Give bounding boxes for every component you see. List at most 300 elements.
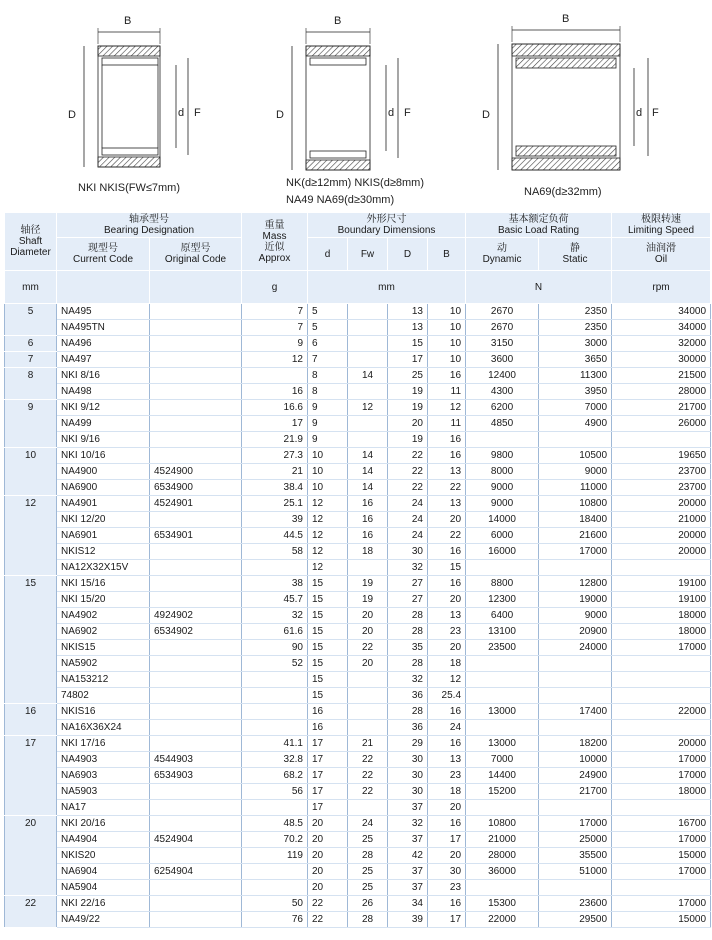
fw-cell: 20 xyxy=(348,656,388,672)
bore-d-cell: 5 xyxy=(308,320,348,336)
dynamic-load-cell: 3600 xyxy=(466,352,539,368)
table-row xyxy=(5,432,711,448)
static-load-cell xyxy=(539,432,612,448)
width-B-cell: 10 xyxy=(428,320,466,336)
static-load-cell: 20900 xyxy=(539,624,612,640)
current-code-cell: NA6904 xyxy=(57,864,150,880)
width-B-cell: 10 xyxy=(428,336,466,352)
table-row xyxy=(5,640,711,656)
original-code-cell: 4544903 xyxy=(150,752,242,768)
fw-cell: 25 xyxy=(348,832,388,848)
limiting-speed-cell: 34000 xyxy=(612,304,711,320)
header-original-en: Original Code xyxy=(164,254,227,265)
mass-cell: 56 xyxy=(242,784,308,800)
header-speed-en: Limiting Speed xyxy=(627,225,695,236)
static-load-cell: 18200 xyxy=(539,736,612,752)
dynamic-load-cell: 28000 xyxy=(466,848,539,864)
mass-cell xyxy=(242,704,308,720)
dynamic-load-cell: 9800 xyxy=(466,448,539,464)
table-row xyxy=(5,576,711,592)
bore-d-cell: 17 xyxy=(308,768,348,784)
width-B-cell: 16 xyxy=(428,544,466,560)
limiting-speed-cell xyxy=(612,560,711,576)
table-row xyxy=(5,592,711,608)
header-approx-cn: 近似 xyxy=(264,241,285,253)
dynamic-load-cell xyxy=(466,560,539,576)
outer-D-cell: 22 xyxy=(388,480,428,496)
current-code-cell: NKI 15/20 xyxy=(57,592,150,608)
original-code-cell xyxy=(150,592,242,608)
mass-cell: 16.6 xyxy=(242,400,308,416)
static-load-cell: 9000 xyxy=(539,608,612,624)
width-B-cell: 20 xyxy=(428,848,466,864)
current-code-cell: NA5903 xyxy=(57,784,150,800)
limiting-speed-cell: 20000 xyxy=(612,736,711,752)
table-row xyxy=(5,384,711,400)
header-speed xyxy=(612,213,711,238)
original-code-cell: 6534903 xyxy=(150,768,242,784)
table-row xyxy=(5,368,711,384)
width-B-cell: 30 xyxy=(428,864,466,880)
dynamic-load-cell: 15300 xyxy=(466,896,539,912)
table-row xyxy=(5,768,711,784)
fw-cell: 19 xyxy=(348,576,388,592)
mass-cell: 21 xyxy=(242,464,308,480)
fw-cell: 28 xyxy=(348,848,388,864)
table-row xyxy=(5,496,711,512)
limiting-speed-cell: 18000 xyxy=(612,624,711,640)
static-load-cell xyxy=(539,656,612,672)
bore-d-cell: 22 xyxy=(308,896,348,912)
width-B-cell: 23 xyxy=(428,768,466,784)
mass-cell: 52 xyxy=(242,656,308,672)
width-B-cell: 16 xyxy=(428,576,466,592)
dynamic-load-cell: 4300 xyxy=(466,384,539,400)
shaft-diameter-cell: 10 xyxy=(5,448,57,496)
bore-d-cell: 17 xyxy=(308,752,348,768)
original-code-cell xyxy=(150,800,242,816)
outer-D-cell: 32 xyxy=(388,816,428,832)
fw-cell: 25 xyxy=(348,864,388,880)
header-shaft-en1: Shaft xyxy=(18,236,43,247)
caption-na49: NA49 NA69(d≥30mm) xyxy=(286,194,395,206)
fw-cell xyxy=(348,320,388,336)
static-load-cell: 4900 xyxy=(539,416,612,432)
current-code-cell: NA16X36X24 xyxy=(57,720,150,736)
width-B-cell: 13 xyxy=(428,752,466,768)
bore-d-cell: 20 xyxy=(308,848,348,864)
current-code-cell: NA4904 xyxy=(57,832,150,848)
table-header xyxy=(5,213,711,304)
width-B-cell: 18 xyxy=(428,656,466,672)
outer-D-cell: 32 xyxy=(388,672,428,688)
dynamic-load-cell xyxy=(466,672,539,688)
mass-cell: 48.5 xyxy=(242,816,308,832)
fw-cell: 22 xyxy=(348,784,388,800)
bore-d-cell: 6 xyxy=(308,336,348,352)
shaft-diameter-cell: 7 xyxy=(5,352,57,368)
fw-cell: 22 xyxy=(348,768,388,784)
dynamic-load-cell: 15200 xyxy=(466,784,539,800)
outer-D-cell: 35 xyxy=(388,640,428,656)
original-code-cell xyxy=(150,704,242,720)
fw-cell xyxy=(348,800,388,816)
mass-cell xyxy=(242,800,308,816)
header-designation-cn: 轴承型号 xyxy=(129,214,169,225)
static-load-cell: 51000 xyxy=(539,864,612,880)
header-approx-en: Approx xyxy=(258,252,291,264)
width-B-cell: 15 xyxy=(428,560,466,576)
label-D-1: D xyxy=(68,109,76,121)
current-code-cell: NA6902 xyxy=(57,624,150,640)
static-load-cell: 10800 xyxy=(539,496,612,512)
width-B-cell: 18 xyxy=(428,784,466,800)
static-load-cell: 3000 xyxy=(539,336,612,352)
shaft-diameter-cell: 17 xyxy=(5,736,57,816)
current-code-cell: NKIS15 xyxy=(57,640,150,656)
mass-cell xyxy=(242,720,308,736)
width-B-cell: 24 xyxy=(428,720,466,736)
static-load-cell: 21600 xyxy=(539,528,612,544)
unit-mass: g xyxy=(242,271,308,304)
fw-cell xyxy=(348,432,388,448)
bore-d-cell: 15 xyxy=(308,592,348,608)
current-code-cell: NA4901 xyxy=(57,496,150,512)
original-code-cell: 4524904 xyxy=(150,832,242,848)
original-code-cell xyxy=(150,880,242,896)
width-B-cell: 16 xyxy=(428,448,466,464)
original-code-cell xyxy=(150,848,242,864)
mass-cell: 9 xyxy=(242,336,308,352)
fw-cell: 14 xyxy=(348,464,388,480)
mass-cell: 58 xyxy=(242,544,308,560)
static-load-cell: 3650 xyxy=(539,352,612,368)
table-body xyxy=(5,304,711,928)
mass-cell xyxy=(242,560,308,576)
table-row xyxy=(5,416,711,432)
dynamic-load-cell: 8800 xyxy=(466,576,539,592)
outer-D-cell: 13 xyxy=(388,304,428,320)
bore-d-cell: 12 xyxy=(308,544,348,560)
header-shaft xyxy=(5,213,57,271)
limiting-speed-cell xyxy=(612,800,711,816)
limiting-speed-cell: 28000 xyxy=(612,384,711,400)
mass-cell: 32.8 xyxy=(242,752,308,768)
fw-cell: 12 xyxy=(348,400,388,416)
width-B-cell: 10 xyxy=(428,304,466,320)
table-row xyxy=(5,320,711,336)
caption-nk: NK(d≥12mm) NKIS(d≥8mm) xyxy=(286,177,424,189)
header-B: B xyxy=(428,238,466,271)
mass-cell: 12 xyxy=(242,352,308,368)
fw-cell xyxy=(348,704,388,720)
limiting-speed-cell: 20000 xyxy=(612,528,711,544)
unit-dim: mm xyxy=(308,271,466,304)
mass-cell: 70.2 xyxy=(242,832,308,848)
unit-load: N xyxy=(466,271,612,304)
limiting-speed-cell: 34000 xyxy=(612,320,711,336)
mass-cell xyxy=(242,688,308,704)
outer-D-cell: 19 xyxy=(388,384,428,400)
fw-cell xyxy=(348,672,388,688)
table-row xyxy=(5,336,711,352)
header-mass xyxy=(242,213,308,271)
dynamic-load-cell xyxy=(466,880,539,896)
width-B-cell: 11 xyxy=(428,416,466,432)
limiting-speed-cell: 26000 xyxy=(612,416,711,432)
width-B-cell: 25.4 xyxy=(428,688,466,704)
dynamic-load-cell: 6000 xyxy=(466,528,539,544)
header-load-en: Basic Load Rating xyxy=(497,225,580,236)
header-original-cn: 原型号 xyxy=(180,243,211,254)
dynamic-load-cell: 8000 xyxy=(466,464,539,480)
bore-d-cell: 12 xyxy=(308,528,348,544)
static-load-cell: 10000 xyxy=(539,752,612,768)
fw-cell xyxy=(348,384,388,400)
fw-cell xyxy=(348,688,388,704)
label-b-1: B xyxy=(124,15,132,27)
static-load-cell: 18400 xyxy=(539,512,612,528)
header-boundary-cn: 外形尺寸 xyxy=(366,214,407,225)
diagram-na69 xyxy=(498,26,648,170)
mass-cell: 50 xyxy=(242,896,308,912)
outer-D-cell: 25 xyxy=(388,368,428,384)
mass-cell: 68.2 xyxy=(242,768,308,784)
limiting-speed-cell xyxy=(612,672,711,688)
dynamic-load-cell: 9000 xyxy=(466,480,539,496)
label-F-1: F xyxy=(194,107,201,119)
limiting-speed-cell: 17000 xyxy=(612,640,711,656)
table-row xyxy=(5,752,711,768)
dynamic-load-cell: 36000 xyxy=(466,864,539,880)
dynamic-load-cell xyxy=(466,800,539,816)
limiting-speed-cell xyxy=(612,688,711,704)
original-code-cell xyxy=(150,640,242,656)
bearing-diagrams xyxy=(0,0,712,212)
width-B-cell: 11 xyxy=(428,384,466,400)
current-code-cell: NA495 xyxy=(57,304,150,320)
label-b-2: B xyxy=(334,15,342,27)
outer-D-cell: 27 xyxy=(388,576,428,592)
bore-d-cell: 12 xyxy=(308,496,348,512)
current-code-cell: NKI 9/16 xyxy=(57,432,150,448)
width-B-cell: 22 xyxy=(428,480,466,496)
original-code-cell xyxy=(150,736,242,752)
table-row xyxy=(5,720,711,736)
original-code-cell: 4524900 xyxy=(150,464,242,480)
table-row xyxy=(5,464,711,480)
caption-nki: NKI NKIS(FW≤7mm) xyxy=(78,182,180,194)
current-code-cell: NA495TN xyxy=(57,320,150,336)
outer-D-cell: 34 xyxy=(388,896,428,912)
fw-cell: 20 xyxy=(348,624,388,640)
width-B-cell: 16 xyxy=(428,704,466,720)
mass-cell: 41.1 xyxy=(242,736,308,752)
current-code-cell: NA12X32X15V xyxy=(57,560,150,576)
header-original xyxy=(150,238,242,271)
current-code-cell: NA6903 xyxy=(57,768,150,784)
header-current xyxy=(57,238,150,271)
current-code-cell: NA4902 xyxy=(57,608,150,624)
original-code-cell: 6534900 xyxy=(150,480,242,496)
width-B-cell: 16 xyxy=(428,368,466,384)
bore-d-cell: 5 xyxy=(308,304,348,320)
table-row xyxy=(5,896,711,912)
static-load-cell: 7000 xyxy=(539,400,612,416)
table-row xyxy=(5,784,711,800)
outer-D-cell: 15 xyxy=(388,336,428,352)
current-code-cell: NA4900 xyxy=(57,464,150,480)
width-B-cell: 23 xyxy=(428,624,466,640)
original-code-cell: 6254904 xyxy=(150,864,242,880)
current-code-cell: NKI 17/16 xyxy=(57,736,150,752)
original-code-cell xyxy=(150,784,242,800)
current-code-cell: NA5902 xyxy=(57,656,150,672)
bore-d-cell: 10 xyxy=(308,464,348,480)
original-code-cell xyxy=(150,688,242,704)
outer-D-cell: 24 xyxy=(388,528,428,544)
table-row xyxy=(5,608,711,624)
current-code-cell: NA17 xyxy=(57,800,150,816)
outer-D-cell: 28 xyxy=(388,656,428,672)
mass-cell: 119 xyxy=(242,848,308,864)
bore-d-cell: 20 xyxy=(308,816,348,832)
fw-cell xyxy=(348,304,388,320)
limiting-speed-cell xyxy=(612,656,711,672)
bore-d-cell: 9 xyxy=(308,416,348,432)
fw-cell: 19 xyxy=(348,592,388,608)
mass-cell xyxy=(242,672,308,688)
outer-D-cell: 22 xyxy=(388,448,428,464)
diagram-nk xyxy=(292,28,398,170)
original-code-cell xyxy=(150,512,242,528)
outer-D-cell: 30 xyxy=(388,768,428,784)
header-static xyxy=(539,238,612,271)
static-load-cell xyxy=(539,800,612,816)
label-D-3: D xyxy=(482,109,490,121)
shaft-diameter-cell: 15 xyxy=(5,576,57,704)
current-code-cell: NKIS16 xyxy=(57,704,150,720)
mass-cell: 44.5 xyxy=(242,528,308,544)
dynamic-load-cell xyxy=(466,720,539,736)
table-row xyxy=(5,448,711,464)
width-B-cell: 23 xyxy=(428,880,466,896)
header-oil-en: Oil xyxy=(654,254,668,265)
table-row xyxy=(5,512,711,528)
fw-cell: 28 xyxy=(348,912,388,928)
header-boundary-en: Boundary Dimensions xyxy=(337,225,436,236)
caption-na69: NA69(d≥32mm) xyxy=(524,186,602,198)
static-load-cell xyxy=(539,672,612,688)
dynamic-load-cell: 2670 xyxy=(466,304,539,320)
outer-D-cell: 28 xyxy=(388,608,428,624)
limiting-speed-cell: 17000 xyxy=(612,768,711,784)
dynamic-load-cell: 7000 xyxy=(466,752,539,768)
mass-cell: 17 xyxy=(242,416,308,432)
static-load-cell: 17000 xyxy=(539,544,612,560)
static-load-cell: 11000 xyxy=(539,480,612,496)
original-code-cell xyxy=(150,304,242,320)
table-row xyxy=(5,352,711,368)
original-code-cell xyxy=(150,448,242,464)
bore-d-cell: 12 xyxy=(308,512,348,528)
unit-speed: rpm xyxy=(612,271,711,304)
static-load-cell: 25000 xyxy=(539,832,612,848)
dynamic-load-cell: 4850 xyxy=(466,416,539,432)
original-code-cell xyxy=(150,416,242,432)
header-load xyxy=(466,213,612,238)
table-row xyxy=(5,688,711,704)
mass-cell: 61.6 xyxy=(242,624,308,640)
dynamic-load-cell: 13100 xyxy=(466,624,539,640)
limiting-speed-cell: 20000 xyxy=(612,496,711,512)
current-code-cell: NA497 xyxy=(57,352,150,368)
header-designation xyxy=(57,213,242,238)
fw-cell: 16 xyxy=(348,496,388,512)
bore-d-cell: 15 xyxy=(308,608,348,624)
outer-D-cell: 17 xyxy=(388,352,428,368)
current-code-cell: NA49/22 xyxy=(57,912,150,928)
outer-D-cell: 20 xyxy=(388,416,428,432)
dynamic-load-cell xyxy=(466,688,539,704)
header-dynamic-cn: 动 xyxy=(497,243,508,254)
bore-d-cell: 20 xyxy=(308,880,348,896)
shaft-diameter-cell: 22 xyxy=(5,896,57,928)
limiting-speed-cell: 21000 xyxy=(612,512,711,528)
static-load-cell: 24000 xyxy=(539,640,612,656)
header-D: D xyxy=(388,238,428,271)
outer-D-cell: 32 xyxy=(388,560,428,576)
limiting-speed-cell: 17000 xyxy=(612,832,711,848)
mass-cell: 39 xyxy=(242,512,308,528)
table-row xyxy=(5,304,711,320)
table-row xyxy=(5,624,711,640)
original-code-cell xyxy=(150,816,242,832)
dynamic-load-cell: 13000 xyxy=(466,704,539,720)
width-B-cell: 20 xyxy=(428,512,466,528)
static-load-cell: 10500 xyxy=(539,448,612,464)
dynamic-load-cell: 21000 xyxy=(466,832,539,848)
table-row xyxy=(5,560,711,576)
static-load-cell: 17000 xyxy=(539,816,612,832)
outer-D-cell: 37 xyxy=(388,880,428,896)
table-row xyxy=(5,480,711,496)
original-code-cell xyxy=(150,384,242,400)
bore-d-cell: 15 xyxy=(308,576,348,592)
current-code-cell: NKI 20/16 xyxy=(57,816,150,832)
header-current-cn: 现型号 xyxy=(88,243,118,254)
shaft-diameter-cell: 6 xyxy=(5,336,57,352)
bore-d-cell: 8 xyxy=(308,368,348,384)
width-B-cell: 22 xyxy=(428,528,466,544)
limiting-speed-cell: 19650 xyxy=(612,448,711,464)
static-load-cell: 19000 xyxy=(539,592,612,608)
mass-cell xyxy=(242,864,308,880)
original-code-cell xyxy=(150,576,242,592)
table-row xyxy=(5,864,711,880)
header-dynamic-en: Dynamic xyxy=(482,254,522,265)
mass-cell xyxy=(242,368,308,384)
bore-d-cell: 9 xyxy=(308,400,348,416)
bore-d-cell: 16 xyxy=(308,704,348,720)
header-current-en: Current Code xyxy=(72,254,134,265)
width-B-cell: 16 xyxy=(428,816,466,832)
mass-cell: 7 xyxy=(242,304,308,320)
outer-D-cell: 30 xyxy=(388,544,428,560)
outer-D-cell: 30 xyxy=(388,752,428,768)
current-code-cell: NA499 xyxy=(57,416,150,432)
limiting-speed-cell: 18000 xyxy=(612,784,711,800)
